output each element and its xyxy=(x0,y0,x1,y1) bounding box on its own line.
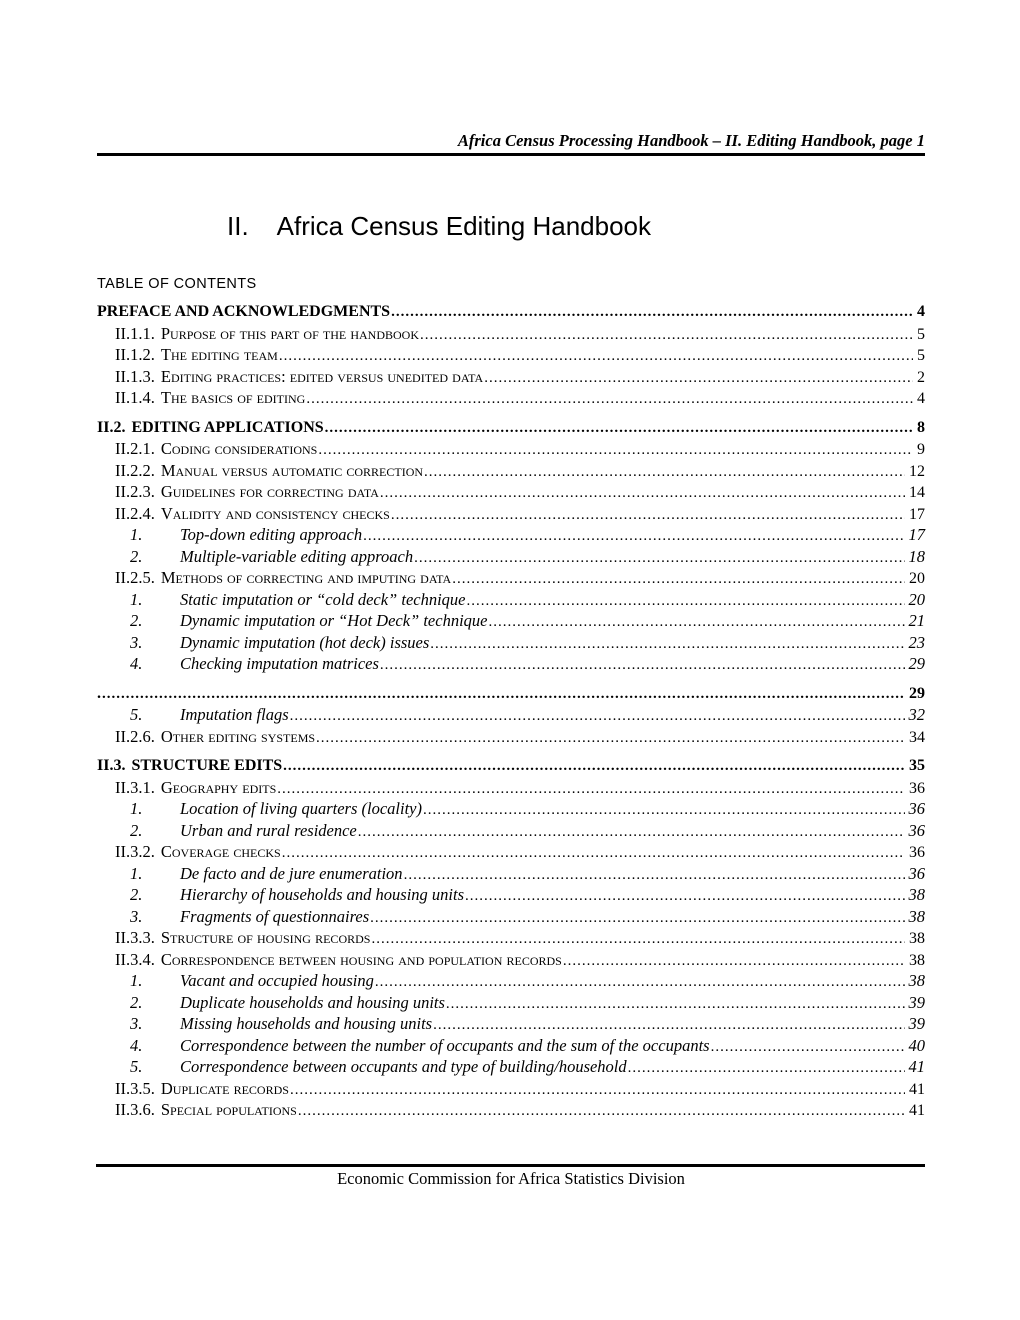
toc-entry-title: Guidelines for correcting data xyxy=(160,482,379,501)
toc-entry-number: II.2.4. xyxy=(115,503,155,523)
toc-dot-leader xyxy=(290,704,905,728)
toc-entry-number: II.2. xyxy=(97,418,126,436)
toc-entry-number: 2. xyxy=(130,820,143,840)
toc-dot-leader xyxy=(391,301,913,324)
toc-entry-title: Purpose of this part of the handbook xyxy=(160,323,420,343)
toc-entry[interactable] xyxy=(115,344,925,366)
toc-entry-number: II.1.1. xyxy=(115,323,155,343)
page-title xyxy=(227,211,651,241)
toc-entry[interactable] xyxy=(115,726,925,748)
toc-dot-leader xyxy=(290,1078,905,1102)
toc-dot-leader xyxy=(283,755,905,778)
toc-entry-title: Coverage checks xyxy=(160,842,281,861)
toc-entry-number: 5. xyxy=(130,1057,143,1076)
toc-entry[interactable] xyxy=(130,906,925,928)
toc-entry-number: 2. xyxy=(130,546,143,566)
toc-entry-title: Top-down editing approach xyxy=(180,525,363,544)
toc-page-number: 4 xyxy=(917,390,925,407)
toc-dot-leader xyxy=(363,524,904,548)
toc-dot-leader xyxy=(430,632,904,656)
title-text: Africa Census Editing Handbook xyxy=(276,211,651,241)
toc-page-number: 21 xyxy=(908,611,925,630)
toc-page-number: 38 xyxy=(908,885,925,904)
toc-page-number: 36 xyxy=(909,779,925,797)
toc-entry-number: 5. xyxy=(130,705,143,724)
toc-page-number: 38 xyxy=(909,930,925,947)
toc-page-number: 41 xyxy=(909,1080,925,1098)
toc-entry[interactable] xyxy=(130,610,925,632)
toc-page-number: 38 xyxy=(908,971,925,990)
toc-entry[interactable] xyxy=(115,1078,925,1100)
toc-entry-title: Special populations xyxy=(160,1100,297,1119)
toc-page-number: 29 xyxy=(909,684,925,702)
toc-page-number: 5 xyxy=(917,347,925,364)
toc-list xyxy=(97,301,925,1121)
toc-entry-number: 3. xyxy=(130,1014,143,1033)
toc-page-number: 34 xyxy=(909,728,925,746)
toc-entry[interactable] xyxy=(97,755,925,777)
toc-page-number: 29 xyxy=(908,654,925,673)
toc-page-number: 18 xyxy=(908,546,925,566)
toc-page-number: 2 xyxy=(917,368,925,386)
toc-entry[interactable] xyxy=(130,863,925,885)
toc-entry-number: 1. xyxy=(130,971,143,990)
toc-page-number: 36 xyxy=(908,863,925,883)
toc-page-number: 38 xyxy=(908,906,925,926)
toc-entry-number: II.1.2. xyxy=(115,345,155,364)
toc-entry-title: Imputation flags xyxy=(180,705,289,724)
toc-entry[interactable] xyxy=(115,366,925,388)
toc-page-number: 36 xyxy=(908,799,925,818)
toc-entry-number: 2. xyxy=(130,992,143,1012)
footer-text: Economic Commission for Africa Statistics Division xyxy=(337,1169,685,1188)
toc-dot-leader xyxy=(306,387,913,411)
toc-page-number: 39 xyxy=(908,992,925,1012)
toc-entry-number: 1. xyxy=(130,589,143,609)
toc-entry[interactable] xyxy=(130,970,925,992)
toc-entry-number: 1. xyxy=(130,525,143,544)
toc-dot-leader xyxy=(370,906,904,930)
toc-dot-leader xyxy=(489,610,905,634)
toc-dot-leader xyxy=(452,567,905,591)
toc-page-number: 36 xyxy=(909,844,925,861)
toc-entry[interactable] xyxy=(97,683,925,705)
toc-entry-title: Validity and consistency checks xyxy=(160,503,390,523)
toc-entry[interactable] xyxy=(115,503,925,525)
toc-dot-leader xyxy=(423,798,905,822)
toc-entry-title: Structure of housing records xyxy=(160,928,371,947)
toc-entry-title: Manual versus automatic correction xyxy=(160,460,424,480)
toc-entry-number: 3. xyxy=(130,632,143,652)
toc-entry[interactable] xyxy=(115,927,925,949)
toc-dot-leader xyxy=(380,653,905,677)
toc-entry-title: Coding considerations xyxy=(160,439,318,458)
toc-entry[interactable] xyxy=(130,632,925,654)
toc-entry-title: Hierarchy of households and housing units xyxy=(180,885,465,904)
toc-entry-title: The editing team xyxy=(160,345,278,364)
toc-entry-title: . xyxy=(97,684,101,702)
toc-entry-number: II.3.6. xyxy=(115,1100,155,1119)
toc-entry-title: Checking imputation matrices xyxy=(180,654,379,673)
toc-page-number: 40 xyxy=(908,1035,925,1055)
toc-entry-title: Duplicate records xyxy=(160,1078,289,1098)
toc-entry-number: II.2.2. xyxy=(115,460,155,480)
toc-entry[interactable] xyxy=(130,524,925,546)
toc-entry-title: Correspondence between housing and population records xyxy=(160,949,562,969)
toc-entry[interactable] xyxy=(97,301,925,323)
toc-entry-number: 3. xyxy=(130,906,143,926)
toc-dot-leader xyxy=(424,460,905,484)
toc-dot-leader xyxy=(380,481,905,505)
toc-page-number: 9 xyxy=(917,441,925,458)
toc-dot-leader xyxy=(325,417,913,440)
toc-page-number: 35 xyxy=(909,757,925,774)
toc-entry[interactable] xyxy=(115,841,925,863)
toc-entry-number: II.3.5. xyxy=(115,1078,155,1098)
toc-entry-number: II.3.2. xyxy=(115,842,155,861)
toc-page-number: 38 xyxy=(909,951,925,969)
toc-entry-number: II.3.1. xyxy=(115,777,155,797)
toc-entry[interactable] xyxy=(97,417,925,439)
title-number: II. xyxy=(227,211,249,241)
toc-entry-number: II.1.4. xyxy=(115,388,155,407)
toc-dot-leader xyxy=(298,1099,905,1123)
toc-entry-title: Methods of correcting and imputing data xyxy=(160,568,452,587)
toc-entry[interactable] xyxy=(130,653,925,675)
toc-entry[interactable] xyxy=(130,589,925,611)
toc-entry-title: Location of living quarters (locality) xyxy=(180,799,422,818)
toc-entry-number: 4. xyxy=(130,654,143,673)
toc-entry[interactable] xyxy=(115,949,925,971)
toc-page-number: 17 xyxy=(908,525,925,544)
toc-entry-title: Static imputation or “cold deck” technique xyxy=(180,589,466,609)
toc-entry-number: 1. xyxy=(130,799,143,818)
toc-dot-leader xyxy=(371,927,905,951)
toc-entry-title: Urban and rural residence xyxy=(180,820,357,840)
toc-entry-title: Correspondence between the number of occupants and the sum of the occupants xyxy=(180,1035,710,1055)
toc-page-number: 36 xyxy=(908,820,925,840)
toc-entry-number: II.3. xyxy=(97,757,126,774)
toc-entry[interactable] xyxy=(130,820,925,842)
toc-entry-number: II.2.1. xyxy=(115,439,155,458)
toc-entry-title: Dynamic imputation (hot deck) issues xyxy=(180,632,430,652)
toc-entry-title: De facto and de jure enumeration xyxy=(180,863,403,883)
toc-heading: TABLE OF CONTENTS xyxy=(97,276,257,292)
toc-entry[interactable] xyxy=(115,481,925,503)
toc-dot-leader xyxy=(391,503,905,527)
toc-entry[interactable] xyxy=(130,798,925,820)
toc-dot-leader xyxy=(375,970,905,994)
toc-dot-leader xyxy=(316,726,905,750)
toc-page-number: 8 xyxy=(917,418,925,436)
toc-dot-leader xyxy=(102,683,905,706)
toc-dot-leader xyxy=(465,884,904,908)
toc-dot-leader xyxy=(420,323,913,347)
toc-entry-title: Missing households and housing units xyxy=(180,1014,433,1033)
toc-dot-leader xyxy=(484,366,913,390)
toc-entry[interactable] xyxy=(115,1099,925,1121)
toc-entry[interactable] xyxy=(130,1056,925,1078)
toc-entry-title: Vacant and occupied housing xyxy=(180,971,374,990)
toc-entry-title: Editing practices: edited versus unedited data xyxy=(160,366,484,386)
toc-entry[interactable] xyxy=(115,438,925,460)
toc-page-number: 41 xyxy=(908,1057,925,1076)
toc-page-number: 4 xyxy=(917,303,925,320)
toc-page-number: 32 xyxy=(908,705,925,724)
toc-entry-number: II.3.4. xyxy=(115,949,155,969)
toc-entry-title: Multiple-variable editing approach xyxy=(180,546,414,566)
toc-entry-title: PREFACE AND ACKNOWLEDGMENTS xyxy=(97,303,391,320)
toc-dot-leader xyxy=(404,863,905,887)
toc-page-number: 20 xyxy=(908,589,925,609)
toc-entry-title: Duplicate households and housing units xyxy=(180,992,445,1012)
toc-entry-title: Fragments of questionnaires xyxy=(180,906,370,926)
toc-entry-title: Geography edits xyxy=(160,777,277,797)
toc-entry-number: II.2.3. xyxy=(115,482,155,501)
toc-page-number: 41 xyxy=(909,1102,925,1119)
toc-entry-number: 4. xyxy=(130,1035,143,1055)
toc-entry-number: II.2.5. xyxy=(115,568,155,587)
toc-entry-number: II.1.3. xyxy=(115,366,155,386)
toc-entry-number: II.3.3. xyxy=(115,928,155,947)
toc-entry-title: Correspondence between occupants and type of building/household xyxy=(180,1057,627,1076)
toc-dot-leader xyxy=(414,546,904,570)
toc-dot-leader xyxy=(467,589,905,613)
toc-entry-number: 2. xyxy=(130,611,143,630)
toc-dot-leader xyxy=(282,841,905,865)
toc-dot-leader xyxy=(318,438,913,462)
toc-dot-leader xyxy=(711,1035,905,1059)
toc-entry[interactable] xyxy=(130,546,925,568)
header-rule xyxy=(97,153,925,156)
toc-dot-leader xyxy=(628,1056,905,1080)
toc-entry[interactable] xyxy=(130,704,925,726)
toc-dot-leader xyxy=(277,777,905,801)
toc-entry[interactable] xyxy=(115,777,925,799)
toc-entry-number: 2. xyxy=(130,885,143,904)
toc-page-number: 39 xyxy=(908,1014,925,1033)
toc-page-number: 5 xyxy=(917,325,925,343)
toc-dot-leader xyxy=(433,1013,904,1037)
toc-page-number: 23 xyxy=(908,632,925,652)
toc-dot-leader xyxy=(563,949,905,973)
toc-entry-number: 1. xyxy=(130,863,143,883)
toc-entry[interactable] xyxy=(115,323,925,345)
toc-entry[interactable] xyxy=(115,567,925,589)
toc-dot-leader xyxy=(358,820,905,844)
toc-entry[interactable] xyxy=(130,1013,925,1035)
toc-entry-title: The basics of editing xyxy=(160,388,306,407)
toc-page-number: 14 xyxy=(909,484,925,501)
toc-entry-title: Dynamic imputation or “Hot Deck” technique xyxy=(180,611,488,630)
toc-dot-leader xyxy=(279,344,913,368)
toc-page-number: 12 xyxy=(909,462,925,480)
toc-page-number: 20 xyxy=(909,570,925,587)
toc-entry-title: EDITING APPLICATIONS xyxy=(131,418,324,436)
toc-entry-number: II.2.6. xyxy=(115,726,155,746)
toc-entry[interactable] xyxy=(130,992,925,1014)
toc-page-number: 17 xyxy=(909,505,925,523)
running-header: Africa Census Processing Handbook – II. Editing Handbook, page 1 xyxy=(457,131,925,150)
toc-entry[interactable] xyxy=(130,1035,925,1057)
toc-entry[interactable] xyxy=(115,460,925,482)
toc-entry[interactable] xyxy=(130,884,925,906)
toc-dot-leader xyxy=(446,992,905,1016)
footer-rule xyxy=(96,1164,925,1167)
toc-entry-title: Other editing systems xyxy=(160,726,316,746)
toc-entry-title: STRUCTURE EDITS xyxy=(131,757,283,774)
toc-entry[interactable] xyxy=(115,387,925,409)
